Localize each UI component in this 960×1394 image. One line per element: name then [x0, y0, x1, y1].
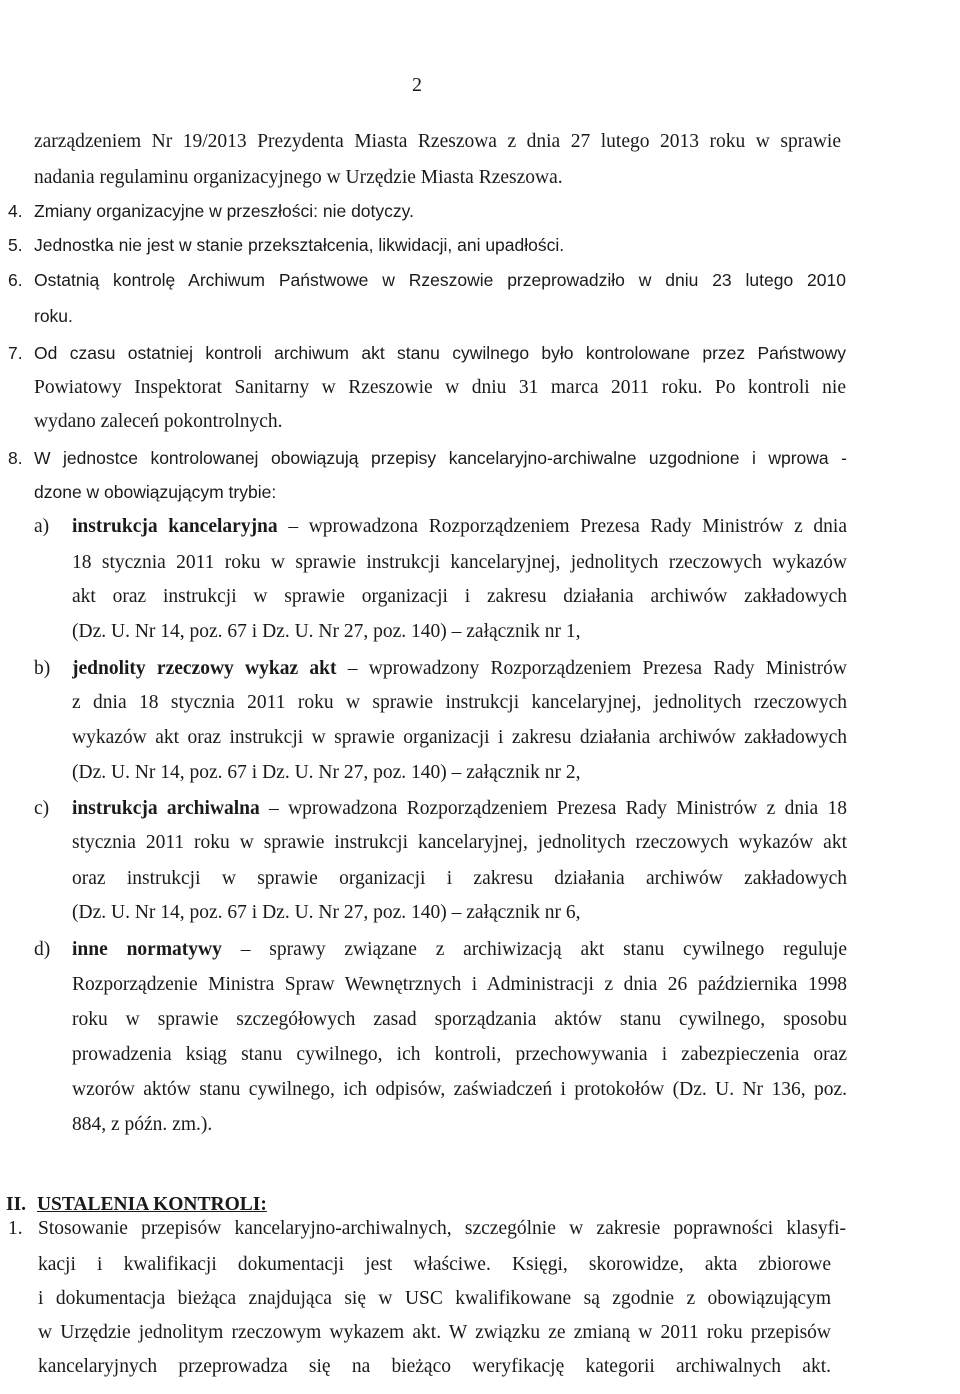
line-text: roku. — [34, 306, 73, 326]
line-text: w Urzędzie jednolitym rzeczowym wykazem akt. W związku ze zmianą w 2011 roku przepisów — [38, 1322, 831, 1343]
text-line — [0, 162, 960, 194]
list-marker: 8. — [8, 448, 23, 468]
term-description: – sprawy związane z archiwizacją akt stanu cywilnego reguluje — [221, 939, 847, 960]
line-text: 884, z późn. zm.). — [72, 1114, 213, 1135]
line-text: i dokumentacja bieżąca znajdująca się w USC kwalifikowane są zgodnie z obowiązującym — [38, 1288, 831, 1309]
line-text: Powiatowy Inspektorat Sanitarny w Rzeszowie w dniu 31 marca 2011 roku. Po kontroli nie — [34, 377, 846, 398]
line-text: (Dz. U. Nr 14, poz. 67 i Dz. U. Nr 27, poz. 140) – załącznik nr 2, — [72, 762, 581, 783]
list-marker: 1. — [8, 1218, 23, 1239]
text-line — [0, 687, 960, 719]
section-heading-number: II. — [6, 1194, 27, 1215]
text-line — [0, 934, 960, 966]
line-text: nadania regulaminu organizacyjnego w Urzędzie Miasta Rzeszowa. — [34, 167, 563, 188]
text-line — [0, 511, 960, 543]
text-line — [0, 547, 960, 579]
bold-term: inne normatywy — [72, 939, 222, 960]
line-text — [72, 653, 847, 685]
list-marker: d) — [34, 939, 51, 960]
text-line — [0, 300, 960, 332]
term-description: – wprowadzony Rozporządzeniem Prezesa Rady Ministrów — [336, 658, 847, 679]
term-description: – wprowadzona Rozporządzeniem Prezesa Rady Ministrów z dnia 18 — [259, 798, 847, 819]
text-line — [0, 337, 960, 369]
line-text: Ostatnią kontrolę Archiwum Państwowe w Rzeszowie przeprowadziło w dniu 23 lutego 2010 — [34, 270, 846, 290]
line-text: Zmiany organizacyjne w przeszłości: nie dotyczy. — [34, 201, 414, 221]
line-text: (Dz. U. Nr 14, poz. 67 i Dz. U. Nr 27, poz. 140) – załącznik nr 6, — [72, 902, 581, 923]
line-text: 18 stycznia 2011 roku w sprawie instrukcji kancelaryjnej, jednolitych rzeczowych wykazów — [72, 552, 847, 573]
line-text: zarządzeniem Nr 19/2013 Prezydenta Miasta Rzeszowa z dnia 27 lutego 2013 roku w sprawie — [34, 131, 841, 152]
text-line — [0, 229, 960, 261]
text-line — [0, 1249, 960, 1281]
section-heading-title: USTALENIA KONTROLI: — [36, 1194, 267, 1215]
text-line — [0, 757, 960, 789]
text-line — [0, 581, 960, 613]
line-text — [72, 793, 847, 825]
text-line — [0, 1109, 960, 1141]
line-text: Od czasu ostatniej kontroli archiwum akt stanu cywilnego było kontrolowane przez Państwowy — [34, 343, 846, 363]
page-number: 2 — [412, 74, 422, 96]
section-heading — [6, 1194, 267, 1216]
line-text: wzorów aktów stanu cywilnego, ich odpisów, zaświadczeń i protokołów (Dz. U. Nr 136, poz. — [72, 1079, 847, 1100]
list-marker: 5. — [8, 235, 23, 255]
text-line — [0, 1004, 960, 1036]
list-marker: 6. — [8, 270, 23, 290]
text-line — [0, 476, 960, 508]
text-line — [0, 616, 960, 648]
list-marker: a) — [34, 516, 50, 537]
text-line — [0, 1351, 960, 1383]
text-line — [0, 722, 960, 754]
line-text: kacji i kwalifikacji dokumentacji jest właściwe. Księgi, skorowidze, akta zbiorowe — [38, 1254, 831, 1275]
line-text: akt oraz instrukcji w sprawie organizacji i zakresu działania archiwów zakładowych — [72, 586, 847, 607]
text-line — [0, 195, 960, 227]
line-text: z dnia 18 stycznia 2011 roku w sprawie instrukcji kancelaryjnej, jednolitych rzeczowych — [72, 692, 847, 713]
line-text: Rozporządzenie Ministra Spraw Wewnętrznych i Administracji z dnia 26 października 1998 — [72, 974, 847, 995]
line-text — [72, 934, 847, 966]
line-text: wykazów akt oraz instrukcji w sprawie organizacji i zakresu działania archiwów zakładowych — [72, 727, 847, 748]
line-text: roku w sprawie szczegółowych zasad sporządzania aktów stanu cywilnego, sposobu — [72, 1009, 847, 1030]
bold-term: instrukcja archiwalna — [72, 798, 260, 819]
text-line — [0, 653, 960, 685]
line-text: prowadzenia ksiąg stanu cywilnego, ich kontroli, przechowywania i zabezpieczenia oraz — [72, 1044, 847, 1065]
text-line — [0, 969, 960, 1001]
list-marker: 7. — [8, 343, 23, 363]
text-line — [0, 442, 960, 474]
text-line — [0, 793, 960, 825]
line-text: dzone w obowiązującym trybie: — [34, 482, 277, 502]
line-text: (Dz. U. Nr 14, poz. 67 i Dz. U. Nr 27, poz. 140) – załącznik nr 1, — [72, 621, 581, 642]
text-line — [0, 1213, 960, 1245]
list-marker: b) — [34, 658, 51, 679]
text-line — [0, 897, 960, 929]
text-line — [0, 1317, 960, 1349]
line-text: Jednostka nie jest w stanie przekształcenia, likwidacji, ani upadłości. — [34, 235, 565, 255]
text-line — [0, 264, 960, 296]
list-marker: 4. — [8, 201, 23, 221]
line-text: wydano zaleceń pokontrolnych. — [34, 411, 283, 432]
line-text: Stosowanie przepisów kancelaryjno-archiwalnych, szczególnie w zakresie poprawności klasyfi- — [38, 1218, 846, 1239]
text-line — [0, 406, 960, 438]
text-line — [0, 1074, 960, 1106]
line-text: kancelaryjnych przeprowadza się na bieżąco weryfikację kategorii archiwalnych akt. — [38, 1356, 831, 1377]
line-text — [72, 511, 847, 543]
text-line — [0, 1283, 960, 1315]
bold-term: jednolity rzeczowy wykaz akt — [72, 658, 337, 679]
line-text: W jednostce kontrolowanej obowiązują przepisy kancelaryjno-archiwalne uzgodnione i wprowa - — [34, 448, 847, 468]
line-text: oraz instrukcji w sprawie organizacji i zakresu działania archiwów zakładowych — [72, 868, 847, 889]
text-line — [0, 827, 960, 859]
list-marker: c) — [34, 798, 50, 819]
text-line — [0, 126, 960, 158]
term-description: – wprowadzona Rozporządzeniem Prezesa Rady Ministrów z dnia — [277, 516, 847, 537]
text-line — [0, 1039, 960, 1071]
text-line — [0, 863, 960, 895]
bold-term: instrukcja kancelaryjna — [72, 516, 278, 537]
text-line — [0, 372, 960, 404]
line-text: stycznia 2011 roku w sprawie instrukcji kancelaryjnej, jednolitych rzeczowych wykazów akt — [72, 832, 847, 853]
